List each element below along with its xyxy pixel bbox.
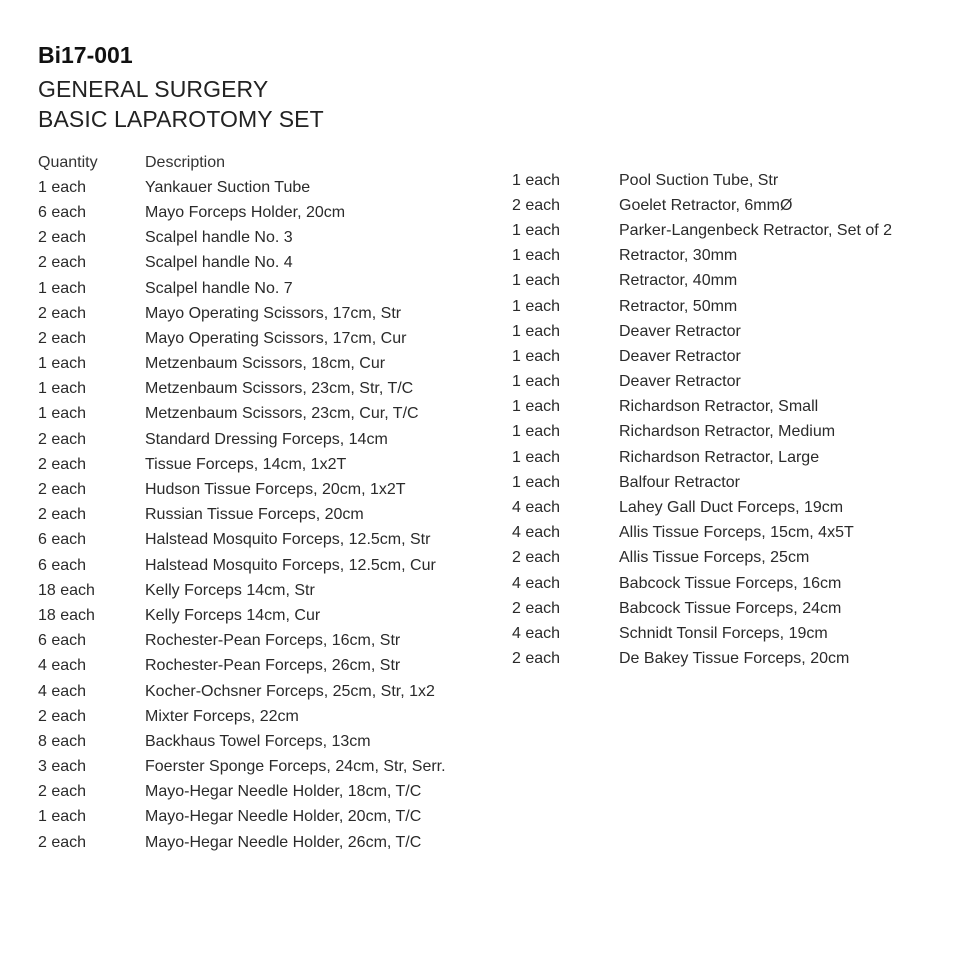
item-row	[512, 571, 892, 596]
item-quantity: 2 each	[512, 650, 561, 668]
item-row	[38, 830, 446, 855]
item-description: Metzenbaum Scissors, 23cm, Cur, T/C	[145, 405, 419, 423]
item-description: Rochester-Pean Forceps, 16cm, Str	[145, 632, 401, 650]
item-row	[38, 452, 446, 477]
item-description: Scalpel handle No. 3	[145, 229, 293, 247]
item-row	[512, 621, 892, 646]
item-description: Babcock Tissue Forceps, 16cm	[619, 574, 842, 592]
item-description: Backhaus Towel Forceps, 13cm	[145, 732, 371, 750]
item-quantity: 6 each	[38, 203, 87, 221]
item-description: Mayo-Hegar Needle Holder, 26cm, T/C	[145, 833, 422, 851]
title-line-1: GENERAL SURGERY	[38, 76, 269, 102]
item-quantity: 2 each	[512, 549, 561, 567]
item-description: Scalpel handle No. 4	[145, 254, 293, 272]
item-quantity: 2 each	[38, 707, 87, 725]
item-quantity: 4 each	[512, 499, 561, 517]
item-description: Mayo Operating Scissors, 17cm, Str	[145, 304, 402, 322]
item-row	[38, 503, 446, 528]
item-quantity: 1 each	[512, 473, 561, 491]
item-quantity: 18 each	[38, 606, 95, 624]
item-row	[38, 654, 446, 679]
item-row	[512, 244, 892, 269]
item-row	[38, 427, 446, 452]
item-row	[38, 528, 446, 553]
item-description: Kocher-Ochsner Forceps, 25cm, Str, 1x2	[145, 682, 435, 700]
item-row	[38, 729, 446, 754]
item-row	[38, 377, 446, 402]
item-row	[38, 402, 446, 427]
item-row	[38, 553, 446, 578]
item-quantity: 2 each	[38, 329, 87, 347]
item-quantity: 2 each	[38, 229, 87, 247]
item-row	[38, 578, 446, 603]
item-description: Pool Suction Tube, Str	[619, 171, 779, 189]
item-quantity: 4 each	[512, 574, 561, 592]
item-quantity: 6 each	[38, 556, 87, 574]
title-line-2: BASIC LAPAROTOMY SET	[38, 106, 324, 132]
item-row	[512, 596, 892, 621]
item-quantity: 2 each	[38, 430, 87, 448]
quantity-header: Quantity	[38, 153, 98, 171]
item-quantity: 8 each	[38, 732, 87, 750]
item-description: Retractor, 50mm	[619, 297, 738, 315]
item-row	[512, 269, 892, 294]
item-quantity: 1 each	[512, 398, 561, 416]
item-quantity: 1 each	[512, 448, 561, 466]
item-row	[512, 546, 892, 571]
item-description: De Bakey Tissue Forceps, 20cm	[619, 650, 850, 668]
item-row	[38, 175, 446, 200]
item-quantity: 1 each	[512, 272, 561, 290]
item-description: Schnidt Tonsil Forceps, 19cm	[619, 624, 828, 642]
item-quantity: 2 each	[38, 506, 87, 524]
item-row	[38, 603, 446, 628]
set-code: Bi17-001	[38, 42, 133, 68]
item-quantity: 3 each	[38, 758, 87, 776]
item-description: Standard Dressing Forceps, 14cm	[145, 430, 388, 448]
item-row	[38, 251, 446, 276]
item-row	[38, 780, 446, 805]
item-row	[38, 226, 446, 251]
item-description: Allis Tissue Forceps, 15cm, 4x5T	[619, 524, 854, 542]
item-description: Mixter Forceps, 22cm	[145, 707, 299, 725]
item-quantity: 1 each	[512, 423, 561, 441]
item-description: Hudson Tissue Forceps, 20cm, 1x2T	[145, 481, 406, 499]
item-description: Mayo-Hegar Needle Holder, 20cm, T/C	[145, 808, 422, 826]
item-row	[38, 704, 446, 729]
item-quantity: 1 each	[512, 347, 561, 365]
left-column	[38, 150, 446, 855]
item-quantity: 1 each	[38, 380, 87, 398]
item-quantity: 1 each	[512, 322, 561, 340]
item-quantity: 1 each	[512, 373, 561, 391]
item-quantity: 1 each	[38, 355, 87, 373]
item-description: Retractor, 30mm	[619, 247, 738, 265]
item-row	[512, 344, 892, 369]
item-row	[512, 319, 892, 344]
right-column	[512, 168, 892, 672]
item-description: Balfour Retractor	[619, 473, 740, 491]
description-header: Description	[145, 153, 226, 171]
item-quantity: 1 each	[512, 297, 561, 315]
item-row	[512, 395, 892, 420]
item-description: Russian Tissue Forceps, 20cm	[145, 506, 364, 524]
item-quantity: 2 each	[512, 599, 561, 617]
item-row	[512, 420, 892, 445]
item-description: Richardson Retractor, Medium	[619, 423, 836, 441]
item-description: Tissue Forceps, 14cm, 1x2T	[145, 455, 347, 473]
item-row	[512, 168, 892, 193]
item-quantity: 2 each	[38, 833, 87, 851]
item-row	[38, 276, 446, 301]
item-description: Deaver Retractor	[619, 347, 741, 365]
item-quantity: 1 each	[38, 405, 87, 423]
item-quantity: 6 each	[38, 531, 87, 549]
item-row	[38, 629, 446, 654]
item-quantity: 4 each	[38, 682, 87, 700]
item-description: Allis Tissue Forceps, 25cm	[619, 549, 810, 567]
item-row	[512, 495, 892, 520]
item-description: Metzenbaum Scissors, 18cm, Cur	[145, 355, 386, 373]
item-quantity: 1 each	[512, 247, 561, 265]
right-item-list	[512, 168, 892, 672]
item-quantity: 4 each	[512, 524, 561, 542]
item-description: Mayo-Hegar Needle Holder, 18cm, T/C	[145, 783, 422, 801]
item-description: Mayo Forceps Holder, 20cm	[145, 203, 346, 221]
item-description: Parker-Langenbeck Retractor, Set of 2	[619, 221, 893, 239]
item-row	[512, 193, 892, 218]
item-description: Kelly Forceps 14cm, Str	[145, 581, 315, 599]
item-description: Mayo Operating Scissors, 17cm, Cur	[145, 329, 407, 347]
item-description: Kelly Forceps 14cm, Cur	[145, 606, 321, 624]
item-description: Deaver Retractor	[619, 322, 741, 340]
item-quantity: 1 each	[38, 808, 87, 826]
item-row	[512, 470, 892, 495]
column-header-row	[38, 150, 446, 175]
item-description: Lahey Gall Duct Forceps, 19cm	[619, 499, 844, 517]
item-row	[38, 352, 446, 377]
item-quantity: 2 each	[38, 455, 87, 473]
item-row	[38, 301, 446, 326]
item-description: Richardson Retractor, Large	[619, 448, 820, 466]
item-row	[512, 294, 892, 319]
item-description: Richardson Retractor, Small	[619, 398, 819, 416]
item-row	[512, 218, 892, 243]
item-row	[512, 521, 892, 546]
item-description: Yankauer Suction Tube	[145, 178, 311, 196]
item-quantity: 18 each	[38, 581, 95, 599]
item-row	[38, 755, 446, 780]
item-quantity: 1 each	[38, 178, 87, 196]
item-row	[38, 477, 446, 502]
item-quantity: 2 each	[38, 783, 87, 801]
item-description: Halstead Mosquito Forceps, 12.5cm, Cur	[145, 556, 436, 574]
item-description: Babcock Tissue Forceps, 24cm	[619, 599, 842, 617]
item-quantity: 2 each	[38, 254, 87, 272]
item-quantity: 1 each	[512, 221, 561, 239]
item-quantity: 1 each	[38, 279, 87, 297]
item-row	[38, 679, 446, 704]
item-quantity: 2 each	[512, 196, 561, 214]
item-quantity: 1 each	[512, 171, 561, 189]
item-row	[512, 445, 892, 470]
item-row	[512, 647, 892, 672]
item-row	[512, 370, 892, 395]
item-description: Goelet Retractor, 6mmØ	[619, 196, 793, 214]
item-quantity: 2 each	[38, 481, 87, 499]
item-row	[38, 200, 446, 225]
item-quantity: 6 each	[38, 632, 87, 650]
item-description: Halstead Mosquito Forceps, 12.5cm, Str	[145, 531, 431, 549]
item-description: Scalpel handle No. 7	[145, 279, 293, 297]
item-quantity: 4 each	[38, 657, 87, 675]
item-description: Metzenbaum Scissors, 23cm, Str, T/C	[145, 380, 414, 398]
item-quantity: 4 each	[512, 624, 561, 642]
item-row	[38, 326, 446, 351]
item-quantity: 2 each	[38, 304, 87, 322]
item-description: Retractor, 40mm	[619, 272, 738, 290]
item-description: Foerster Sponge Forceps, 24cm, Str, Serr.	[145, 758, 446, 776]
left-item-list	[38, 175, 446, 855]
item-description: Rochester-Pean Forceps, 26cm, Str	[145, 657, 401, 675]
item-row	[38, 805, 446, 830]
item-description: Deaver Retractor	[619, 373, 741, 391]
